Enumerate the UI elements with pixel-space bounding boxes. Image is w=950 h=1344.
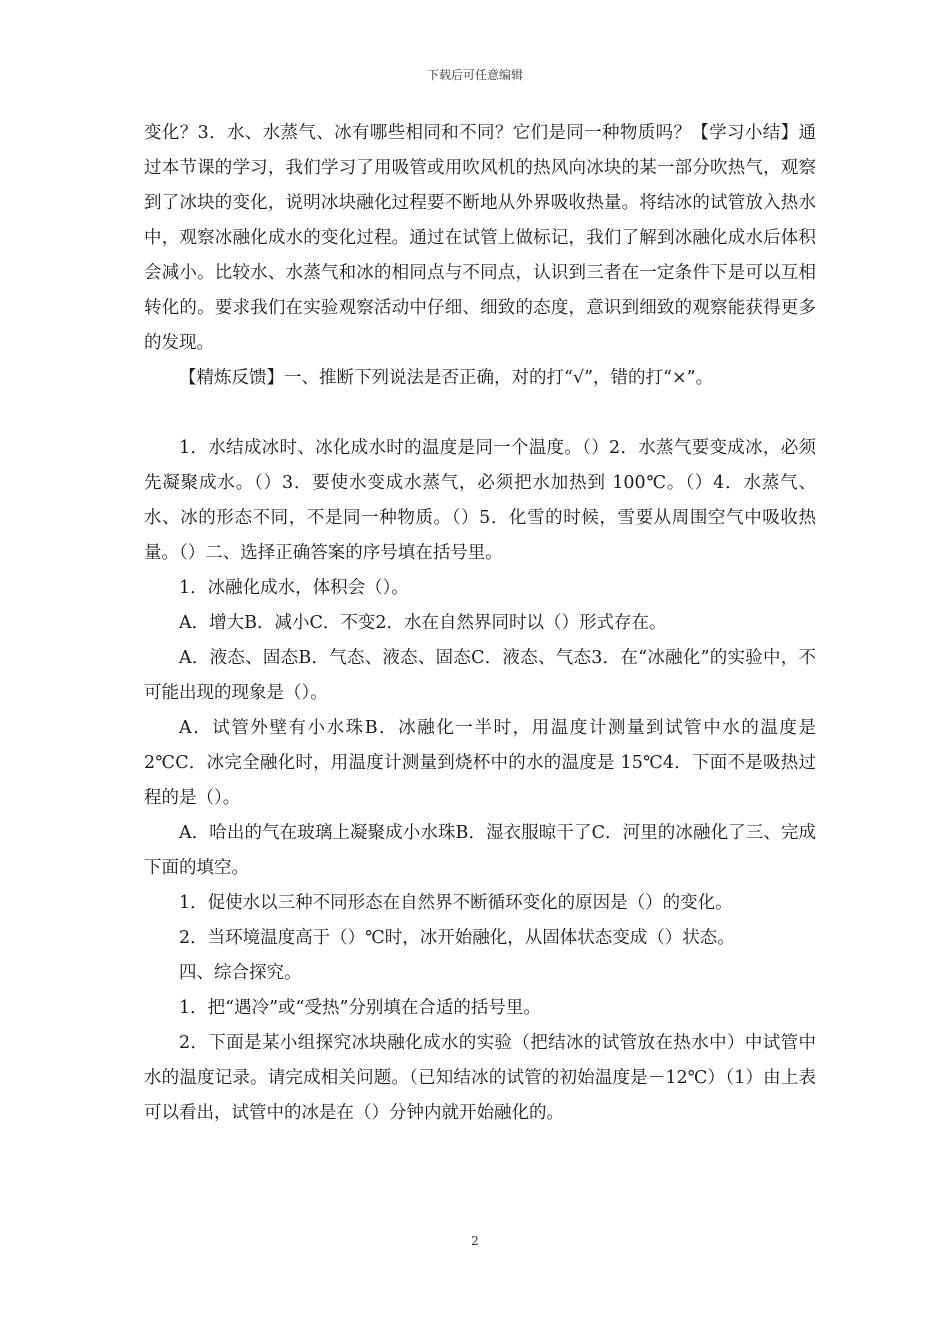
page-number: 2 xyxy=(471,1234,479,1248)
paragraph-choice-q2-options: A．液态、固态B．气态、液态、固态C．液态、气态3．在“冰融化”的实验中，不可能出现的现象是（）。 xyxy=(144,648,816,703)
document-body xyxy=(144,116,816,1131)
paragraph-fill-q1: 1．促使水以三种不同形态在自然界不断循环变化的原因是（）的变化。 xyxy=(179,893,733,913)
paragraph-summary: 变化？3．水、水蒸气、冰有哪些相同和不同？它们是同一种物质吗？【学习小结】通过本节课的学习，我们学习了用吸管或用吹风机的热风向冰块的某一部分吹热气，观察到了冰块的变化，说明冰块融化过程要不断地从外界吸收热量。将结冰的试管放入热水中，观察冰融化成水的变化过程。通过在试管上做标记，我们了解到冰融化成水后体积会减小。比较水、水蒸气和冰的相同点与不同点，认识到三者在一定条件下是可以互相转化的。要求我们在实验观察活动中仔细、细致的态度，意识到细致的观察能获得更多的发现。 xyxy=(144,123,816,353)
paragraph-choice-q4-options: A．哈出的气在玻璃上凝聚成小水珠B．湿衣服晾干了C．河里的冰融化了三、完成下面的填空。 xyxy=(144,823,816,878)
paragraph-choice-q1-options: A．增大B．减小C．不变2．水在自然界同时以（）形式存在。 xyxy=(179,613,667,633)
paragraph-feedback-title: 【精炼反馈】一、推断下列说法是否正确，对的打“√”，错的打“×”。 xyxy=(179,368,714,388)
paragraph-fill-q2: 2．当环境温度高于（）℃时，冰开始融化，从固体状态变成（）状态。 xyxy=(179,928,735,948)
paragraph-choice-q1: 1．冰融化成水，体积会（）。 xyxy=(179,578,409,598)
paragraph-explore-q2: 2．下面是某小组探究冰块融化成水的实验（把结冰的试管放在热水中）中试管中水的温度记录。请完成相关问题。（已知结冰的试管的初始温度是－12℃）（1）由上表可以看出，试管中的冰是在（）分钟内就开始融化的。 xyxy=(144,1033,816,1123)
paragraph-explore-q1: 1．把“遇冷”或“受热”分别填在合适的括号里。 xyxy=(179,998,541,1018)
paragraph-section-four: 四、综合探究。 xyxy=(179,963,302,983)
paragraph-choice-q3-options: A．试管外壁有小水珠B．冰融化一半时，用温度计测量到试管中水的温度是 2℃C．冰完全融化时，用温度计测量到烧杯中的水的温度是 15℃4．下面不是吸热过程的是（）。 xyxy=(144,718,816,808)
blank-line xyxy=(144,396,816,431)
page-header: 下载后可任意编辑 xyxy=(426,68,523,82)
paragraph-judgement-questions: 1．水结成冰时、冰化成水时的温度是同一个温度。（）2．水蒸气要变成冰，必须先凝聚成水。（）3．要使水变成水蒸气，必须把水加热到 100℃。（）4．水蒸气、水、冰的形态不同，不是同一种物质。（）5．化雪的时候，雪要从周围空气中吸收热量。（）二、选择正确答案的序号填在括号里。 xyxy=(144,438,816,563)
